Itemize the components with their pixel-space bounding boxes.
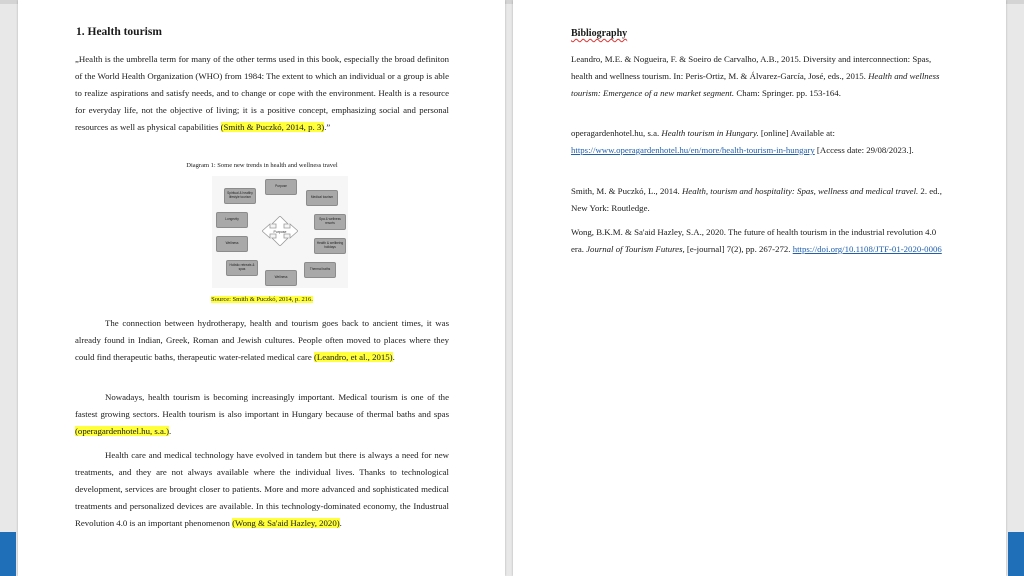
diagram-node: Wellness xyxy=(216,236,248,252)
paragraph-1-text: „Health is the umbrella term for many of the other terms used in this book, especially the broad definiton of the World Health Organization (WHO) from 1984: The extent to which an individual or a group is able to realize aspirations and satisfy needs, and to change or cope with the environment. Health is a resource for everyday life, not the objective of living; it is a positive concept, emphasizing social and personal resources as well as physical capabilities xyxy=(75,54,449,132)
diagram-source xyxy=(75,296,449,303)
diagram-node: Thermal baths xyxy=(304,262,336,278)
diagram-node: Holistic retreats & spas xyxy=(226,260,258,276)
reference-2 xyxy=(571,125,943,159)
reference-2-link[interactable]: https://www.operagardenhotel.hu/en/more/health-tourism-in-hungary xyxy=(571,145,815,155)
paragraph-1 xyxy=(75,51,449,136)
reference-4-details: [e-journal] 7(2), pp. 267-272. xyxy=(684,244,793,254)
paragraph-2-end: . xyxy=(392,352,395,362)
reference-4-text: Wong, B.K.M. & Sa'aid Hazley, S.A., 2020. The future of health tourism in the industrial revolution 4.0 era. xyxy=(571,227,937,254)
paragraph-3-end: . xyxy=(169,426,172,436)
paragraph-1-end: .” xyxy=(324,122,331,132)
paragraph-2-text: The connection between hydrotherapy, health and tourism goes back to ancient times, it was already found in Indian, Greek, Roman and Jewish cultures. People often moved to places where they could find therapeutic baths, therapeutic water-related medical care xyxy=(75,318,449,362)
reference-1 xyxy=(571,51,943,102)
diagram-trends xyxy=(212,176,348,288)
diagram-caption: Diagram 1: Some new trends in health and wellness travel xyxy=(186,162,338,169)
left-edge-tab xyxy=(0,532,16,576)
reference-4-journal: Journal of Tourism Futures, xyxy=(586,244,685,254)
reference-2-title: Health tourism in Hungary. xyxy=(661,128,759,138)
reference-1-publisher: Cham: Springer. pp. 153-164. xyxy=(734,88,841,98)
diagram-node: Wellness xyxy=(265,270,297,286)
document-page-right xyxy=(513,0,1006,576)
citation-operagardenhotel: (operagardenhotel.hu, s.a.) xyxy=(75,426,170,436)
reference-2-access-date: [Access date: 29/08/2023.]. xyxy=(814,145,914,155)
reference-3-title: Health, tourism and hospitality: Spas, wellness and medical travel. xyxy=(681,186,919,196)
diagram-node: Spa & wellness resorts xyxy=(314,214,346,230)
reference-2-text: operagardenhotel.hu, s.a. xyxy=(571,128,662,138)
diagram-node: Medical tourism xyxy=(306,190,338,206)
paragraph-2 xyxy=(75,315,449,366)
paragraph-4-end: . xyxy=(339,518,342,528)
reference-1-text: Leandro, M.E. & Nogueira, F. & Soeiro de Carvalho, A.B., 2015. Diversity and interconnection: Spas, health and wellness tourism. In: Peris-Ortiz, M. & Álvarez-García, José, eds., 2015. xyxy=(571,54,932,81)
reference-1-title: Health and wellness tourism: Emergence of a new market segment. xyxy=(571,71,940,98)
diagram-source-text: Source: Smith & Puczkó, 2014, p. 216. xyxy=(211,296,313,303)
document-page-left xyxy=(18,0,505,576)
diagram-node: Health & wellbeing holidays xyxy=(314,238,346,254)
bibliography-heading: Bibliography xyxy=(571,28,628,39)
citation-leandro: (Leandro, et al., 2015) xyxy=(313,352,393,362)
paragraph-3-text: Nowadays, health tourism is becoming increasingly important. Medical tourism is one of the fastest growing sectors. Health tourism is also important in Hungary because of thermal baths and spas xyxy=(75,392,449,419)
reference-3-text: Smith, M. & Puczkó, L., 2014. xyxy=(571,186,682,196)
reference-2-available: [online] Available at: xyxy=(758,128,835,138)
section-heading xyxy=(76,26,162,38)
diagram-center-label: Purpose xyxy=(273,230,287,234)
reference-4 xyxy=(571,224,943,258)
section-heading-text: 1. Health tourism xyxy=(76,26,162,38)
diagram-node: Purpose xyxy=(265,179,297,195)
diagram-center-arrows xyxy=(262,216,298,246)
reference-3 xyxy=(571,183,943,217)
paragraph-4-text: Health care and medical technology have evolved in tandem but there is always a need for new treatments, and they are not always available where the individual lives. Thanks to technological development, services are brought closer to patients. More and more advanced and sophisticated medical treatments and personalized devices are available. In this technology-dominated economy, the Industrual Revolution 4.0 is an important phenomenon xyxy=(75,450,449,528)
diagram-node: Spiritual & healthy lifestyle tourism xyxy=(224,188,256,204)
reference-4-doi-link[interactable]: https://doi.org/10.1108/JTF-01-2020-0006 xyxy=(792,244,942,254)
citation-wong-hazley: (Wong & Sa'aid Hazley, 2020) xyxy=(232,518,340,528)
citation-smith-puczko: (Smith & Puczkó, 2014, p. 3) xyxy=(220,122,325,132)
diagram-node: Longevity xyxy=(216,212,248,228)
reference-3-publisher: 2. ed., New York: Routledge. xyxy=(571,186,942,213)
right-edge-tab xyxy=(1008,532,1024,576)
paragraph-4 xyxy=(75,447,449,532)
paragraph-3 xyxy=(75,389,449,440)
